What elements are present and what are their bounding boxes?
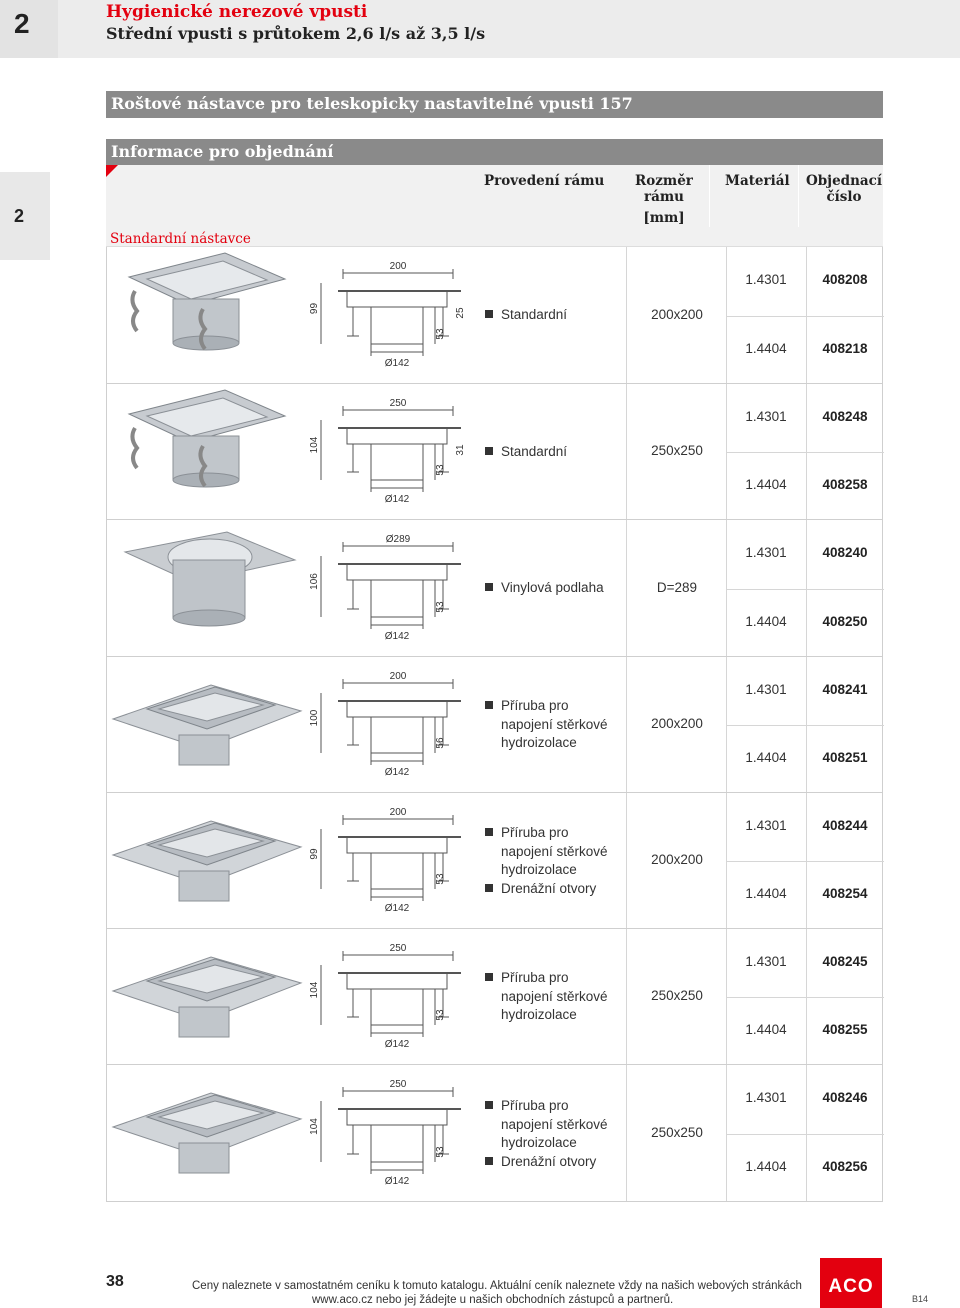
product-photo [107, 929, 303, 1064]
order-number: 408240 [822, 545, 868, 560]
column-divider [726, 520, 727, 656]
dim-width: Ø289 [385, 534, 411, 545]
order-number: 408250 [822, 614, 868, 629]
description-line [485, 988, 608, 1007]
column-divider [626, 520, 627, 656]
bullet-icon [485, 884, 493, 892]
frame-description [485, 1097, 608, 1171]
row-divider [726, 1134, 884, 1135]
description-line [485, 443, 567, 462]
order-number: 408246 [822, 1090, 868, 1105]
dim-depth: 53 [435, 328, 446, 340]
material-value: 1.4404 [745, 1022, 787, 1037]
col-size-unit: [mm] [643, 210, 685, 226]
dim-extra: 25 [455, 307, 466, 319]
footer-line-2: www.aco.cz nebo jej žádejte u našich obchodních zástupců a partnerů. [312, 1294, 674, 1306]
dim-diameter: Ø142 [384, 1176, 410, 1187]
dim-depth: 53 [435, 464, 446, 476]
order-number: 408244 [822, 818, 868, 833]
column-divider [806, 247, 807, 383]
frame-size: 200x200 [651, 852, 703, 867]
table-row [106, 657, 883, 793]
aco-logo-text: ACO [828, 1276, 874, 1297]
frame-description [485, 969, 608, 1025]
material-value: 1.4404 [745, 750, 787, 765]
col-sep [798, 165, 799, 227]
material-value: 1.4301 [745, 818, 787, 833]
order-number: 408256 [822, 1159, 868, 1174]
frame-description [485, 443, 567, 462]
description-text: napojení stěrkové [501, 843, 608, 859]
column-divider [626, 384, 627, 519]
dim-diameter: Ø142 [384, 1039, 410, 1050]
col-material: Materiál [725, 173, 790, 189]
material-value: 1.4301 [745, 954, 787, 969]
description-line [485, 734, 608, 753]
corner-marker [106, 165, 118, 177]
description-line [485, 969, 608, 988]
section-title: Roštové nástavce pro teleskopicky nastavitelné vpusti 157 [106, 91, 883, 118]
frame-description [485, 824, 608, 898]
description-text: Příruba pro [501, 970, 569, 985]
dim-height: 99 [309, 848, 320, 860]
bullet-icon [485, 828, 493, 836]
table-row [106, 384, 883, 520]
dim-width: 200 [389, 807, 407, 818]
column-divider [806, 1065, 807, 1201]
table-row [106, 929, 883, 1065]
description-line [485, 824, 608, 843]
description-line [485, 1006, 608, 1025]
material-value: 1.4404 [745, 341, 787, 356]
table-row [106, 793, 883, 929]
bullet-icon [485, 973, 493, 981]
description-text: Drenážní otvory [501, 880, 597, 896]
page-title: Hygienické nerezové vpusti [106, 2, 368, 22]
table-row [106, 1065, 883, 1202]
chapter-number: 2 [0, 0, 58, 58]
bullet-icon [485, 310, 493, 318]
bullet-icon [485, 1157, 493, 1165]
material-value: 1.4404 [745, 477, 787, 492]
group-label: Standardní nástavce [110, 231, 251, 247]
dim-depth: 56 [435, 737, 446, 749]
column-divider [726, 1065, 727, 1201]
column-divider [626, 247, 627, 383]
description-line [485, 306, 567, 325]
order-number: 408254 [822, 886, 868, 901]
product-photo [107, 520, 303, 656]
dim-depth: 53 [435, 1146, 446, 1158]
footer-line-1: Ceny naleznete v samostatném ceníku k tomuto katalogu. Aktuální ceník naleznete vždy na našich webových stránkách [192, 1280, 802, 1292]
description-text: napojení stěrkové [501, 716, 608, 732]
description-line [485, 843, 608, 862]
dim-extra: 31 [455, 444, 466, 456]
description-line [485, 1097, 608, 1116]
material-value: 1.4301 [745, 1090, 787, 1105]
material-value: 1.4404 [745, 1159, 787, 1174]
product-photo [107, 1065, 303, 1201]
aco-logo [820, 1258, 882, 1308]
column-divider [626, 793, 627, 928]
description-text: napojení stěrkové [501, 1116, 608, 1132]
dim-width: 250 [389, 398, 407, 409]
order-number: 408241 [822, 682, 868, 697]
description-text: hydroizolace [501, 1135, 577, 1150]
dim-height: 104 [309, 981, 320, 999]
col-order: Objednací číslo [805, 173, 883, 205]
frame-size: D=289 [656, 580, 698, 595]
dim-width: 250 [389, 1079, 407, 1090]
description-line [485, 579, 604, 598]
row-divider [726, 589, 884, 590]
dim-depth: 53 [435, 601, 446, 613]
bullet-icon [485, 583, 493, 591]
description-text: Příruba pro [501, 825, 569, 840]
material-value: 1.4404 [745, 886, 787, 901]
column-divider [626, 657, 627, 792]
dim-height: 99 [309, 302, 320, 315]
product-photo [107, 247, 303, 383]
description-text: Drenážní otvory [501, 1153, 597, 1169]
chapter-side-tab: 2 [0, 172, 50, 260]
info-title: Informace pro objednání [106, 139, 883, 165]
table-row [106, 520, 883, 657]
frame-description [485, 579, 604, 598]
description-text: Standardní [501, 307, 568, 322]
product-photo [107, 384, 303, 519]
product-photo [107, 793, 303, 928]
order-number: 408251 [822, 750, 868, 765]
frame-size: 250x250 [651, 1125, 703, 1140]
description-line [485, 1116, 608, 1135]
dim-height: 100 [309, 709, 320, 727]
product-photo [107, 657, 303, 792]
dim-depth: 53 [435, 1009, 446, 1021]
material-value: 1.4301 [745, 682, 787, 697]
col-size: Rozměr rámu [635, 173, 693, 205]
order-number: 408218 [822, 341, 868, 356]
order-number: 408208 [822, 272, 868, 287]
material-value: 1.4301 [745, 272, 787, 287]
page-code: B14 [912, 1294, 929, 1304]
description-line [485, 861, 608, 880]
dim-depth: 53 [435, 873, 446, 885]
material-value: 1.4301 [745, 409, 787, 424]
dim-height: 104 [309, 436, 320, 454]
order-number: 408245 [822, 954, 868, 969]
frame-description [485, 306, 567, 325]
bullet-icon [485, 1101, 493, 1109]
description-text: Vinylová podlaha [501, 580, 604, 595]
order-number: 408258 [822, 477, 868, 492]
frame-size: 250x250 [651, 443, 703, 458]
description-line [485, 880, 608, 899]
row-divider [726, 997, 884, 998]
dim-width: 200 [389, 671, 407, 682]
frame-size: 200x200 [651, 716, 703, 731]
row-divider [726, 316, 884, 317]
column-divider [626, 929, 627, 1064]
table-row [106, 247, 883, 384]
bullet-icon [485, 701, 493, 709]
description-text: hydroizolace [501, 735, 577, 750]
col-sep [709, 165, 710, 227]
dim-diameter: Ø142 [384, 767, 410, 778]
dim-diameter: Ø142 [384, 631, 410, 642]
description-text: Příruba pro [501, 698, 569, 713]
dim-width: 250 [389, 943, 407, 954]
description-text: hydroizolace [501, 862, 577, 877]
page-number: 38 [106, 1273, 124, 1290]
material-value: 1.4301 [745, 545, 787, 560]
description-text: hydroizolace [501, 1007, 577, 1022]
description-text: Příruba pro [501, 1098, 569, 1113]
row-divider [726, 861, 884, 862]
description-line [485, 716, 608, 735]
material-value: 1.4404 [745, 614, 787, 629]
bullet-icon [485, 447, 493, 455]
page-subtitle: Střední vpusti s průtokem 2,6 l/s až 3,5 l/s [106, 24, 486, 43]
description-text: Standardní [501, 444, 568, 459]
dim-height: 104 [309, 1118, 320, 1135]
dim-width: 200 [389, 261, 407, 272]
frame-description [485, 697, 608, 753]
order-number: 408248 [822, 409, 868, 424]
row-divider [726, 725, 884, 726]
dim-height: 106 [309, 573, 320, 590]
description-line [485, 1134, 608, 1153]
frame-size: 250x250 [651, 988, 703, 1003]
column-divider [626, 1065, 627, 1201]
order-number: 408255 [822, 1022, 868, 1037]
column-divider [726, 247, 727, 383]
dim-diameter: Ø142 [384, 903, 410, 914]
description-line [485, 1153, 608, 1172]
frame-size: 200x200 [651, 307, 703, 322]
description-line [485, 697, 608, 716]
column-divider [806, 520, 807, 656]
footer-note [192, 1279, 802, 1307]
dim-diameter: Ø142 [384, 494, 410, 505]
row-divider [726, 452, 884, 453]
col-frame: Provedení rámu [484, 173, 605, 189]
column-header [106, 165, 883, 247]
description-text: napojení stěrkové [501, 988, 608, 1004]
dim-diameter: Ø142 [384, 358, 410, 369]
